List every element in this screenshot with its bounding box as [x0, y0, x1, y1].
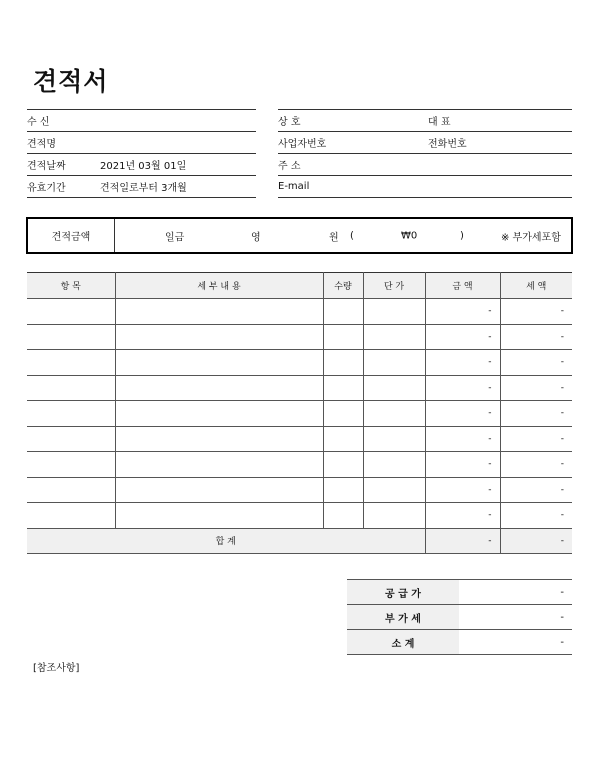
table-cell [323, 503, 363, 529]
table-cell: - [500, 350, 572, 376]
info-row [27, 176, 256, 198]
table-row [27, 426, 572, 452]
table-cell [323, 477, 363, 503]
table-cell: - [425, 375, 500, 401]
info-label: 유효기간 [27, 176, 100, 198]
table-cell [323, 324, 363, 350]
representative-label: 대 표 [428, 110, 572, 132]
table-row [27, 324, 572, 350]
business-number-label: 사업자번호 [278, 132, 428, 154]
table-row [27, 299, 572, 325]
quote-amount-box [26, 217, 573, 254]
table-cell [363, 324, 425, 350]
table-cell: - [500, 299, 572, 325]
table-cell [363, 426, 425, 452]
info-label: 견적날짜 [27, 154, 100, 176]
table-cell: - [500, 503, 572, 529]
supplier-row [278, 154, 572, 176]
supplier-row [278, 132, 572, 154]
table-row [27, 401, 572, 427]
table-cell: - [500, 324, 572, 350]
summary-label: 부 가 세 [347, 605, 459, 630]
quote-amount-body [115, 219, 571, 252]
amount-close-paren: ) [460, 230, 464, 241]
recipient-info-table [27, 109, 256, 198]
summary-row [347, 580, 572, 605]
info-value [100, 132, 256, 154]
items-header-row [27, 273, 572, 299]
column-header: 수량 [323, 273, 363, 299]
phone-label: 전화번호 [428, 132, 572, 154]
summary-table [347, 579, 572, 655]
table-cell [115, 350, 323, 376]
summary-value: - [459, 580, 572, 605]
table-cell [323, 299, 363, 325]
table-cell: - [500, 401, 572, 427]
table-cell [115, 426, 323, 452]
amount-korean-value: 영 [251, 232, 261, 243]
column-header: 단 가 [363, 273, 425, 299]
summary-value: - [459, 605, 572, 630]
table-cell [27, 324, 115, 350]
info-value: 2021년 03월 01일 [100, 154, 256, 176]
supplier-info-table [278, 109, 572, 198]
info-label: 견적명 [27, 132, 100, 154]
table-cell [323, 350, 363, 376]
table-cell [323, 401, 363, 427]
table-cell: - [425, 477, 500, 503]
column-header: 금 액 [425, 273, 500, 299]
info-row [27, 154, 256, 176]
table-cell: - [500, 477, 572, 503]
total-amount: - [425, 528, 500, 554]
supplier-row [278, 110, 572, 132]
table-cell [115, 375, 323, 401]
table-cell [115, 477, 323, 503]
summary-label: 공 급 가 [347, 580, 459, 605]
table-cell [115, 299, 323, 325]
summary-label: 소 계 [347, 630, 459, 655]
company-label: 상 호 [278, 110, 428, 132]
table-cell [363, 503, 425, 529]
table-cell: - [425, 299, 500, 325]
document-title: 견적서 [33, 67, 109, 96]
table-row [27, 350, 572, 376]
table-row [27, 477, 572, 503]
column-header: 세 액 [500, 273, 572, 299]
table-cell: - [425, 324, 500, 350]
info-label: 수 신 [27, 110, 100, 132]
total-label: 합 계 [27, 528, 425, 554]
table-row [27, 503, 572, 529]
info-value: 견적일로부터 3개월 [100, 176, 256, 198]
table-cell [27, 350, 115, 376]
info-row [27, 110, 256, 132]
table-cell: - [500, 426, 572, 452]
summary-row [347, 630, 572, 655]
info-value [100, 110, 256, 132]
total-row [27, 528, 572, 554]
table-row [27, 375, 572, 401]
amount-il: 일금 [165, 232, 185, 243]
table-cell: - [425, 401, 500, 427]
amount-open-paren: ( [350, 230, 354, 241]
notes-label: [참조사항] [33, 663, 80, 674]
vat-included-note: ※ 부가세포함 [501, 232, 561, 243]
table-cell [115, 503, 323, 529]
table-cell [27, 503, 115, 529]
supplier-row [278, 176, 572, 198]
table-cell [27, 401, 115, 427]
table-cell: - [425, 426, 500, 452]
table-cell [27, 452, 115, 478]
table-cell: - [425, 452, 500, 478]
column-header: 세 부 내 용 [115, 273, 323, 299]
column-header: 항 목 [27, 273, 115, 299]
table-cell [115, 452, 323, 478]
table-cell [363, 299, 425, 325]
info-row [27, 132, 256, 154]
total-tax: - [500, 528, 572, 554]
table-cell [363, 452, 425, 478]
amount-won: 원 [329, 232, 339, 243]
table-cell [323, 426, 363, 452]
table-cell [27, 426, 115, 452]
table-cell: - [425, 503, 500, 529]
table-cell: - [500, 375, 572, 401]
table-cell [363, 350, 425, 376]
table-cell: - [425, 350, 500, 376]
quote-amount-label: 견적금액 [28, 219, 115, 252]
table-cell [27, 375, 115, 401]
table-cell [363, 477, 425, 503]
table-cell [323, 375, 363, 401]
table-cell [363, 375, 425, 401]
table-cell [115, 401, 323, 427]
email-label: E-mail [278, 176, 572, 198]
address-label: 주 소 [278, 154, 572, 176]
amount-value: ₩0 [401, 230, 418, 241]
summary-value: - [459, 630, 572, 655]
table-cell: - [500, 452, 572, 478]
table-cell [27, 299, 115, 325]
table-cell [323, 452, 363, 478]
summary-row [347, 605, 572, 630]
line-items-table [27, 272, 572, 554]
table-cell [363, 401, 425, 427]
table-cell [115, 324, 323, 350]
table-row [27, 452, 572, 478]
table-cell [27, 477, 115, 503]
